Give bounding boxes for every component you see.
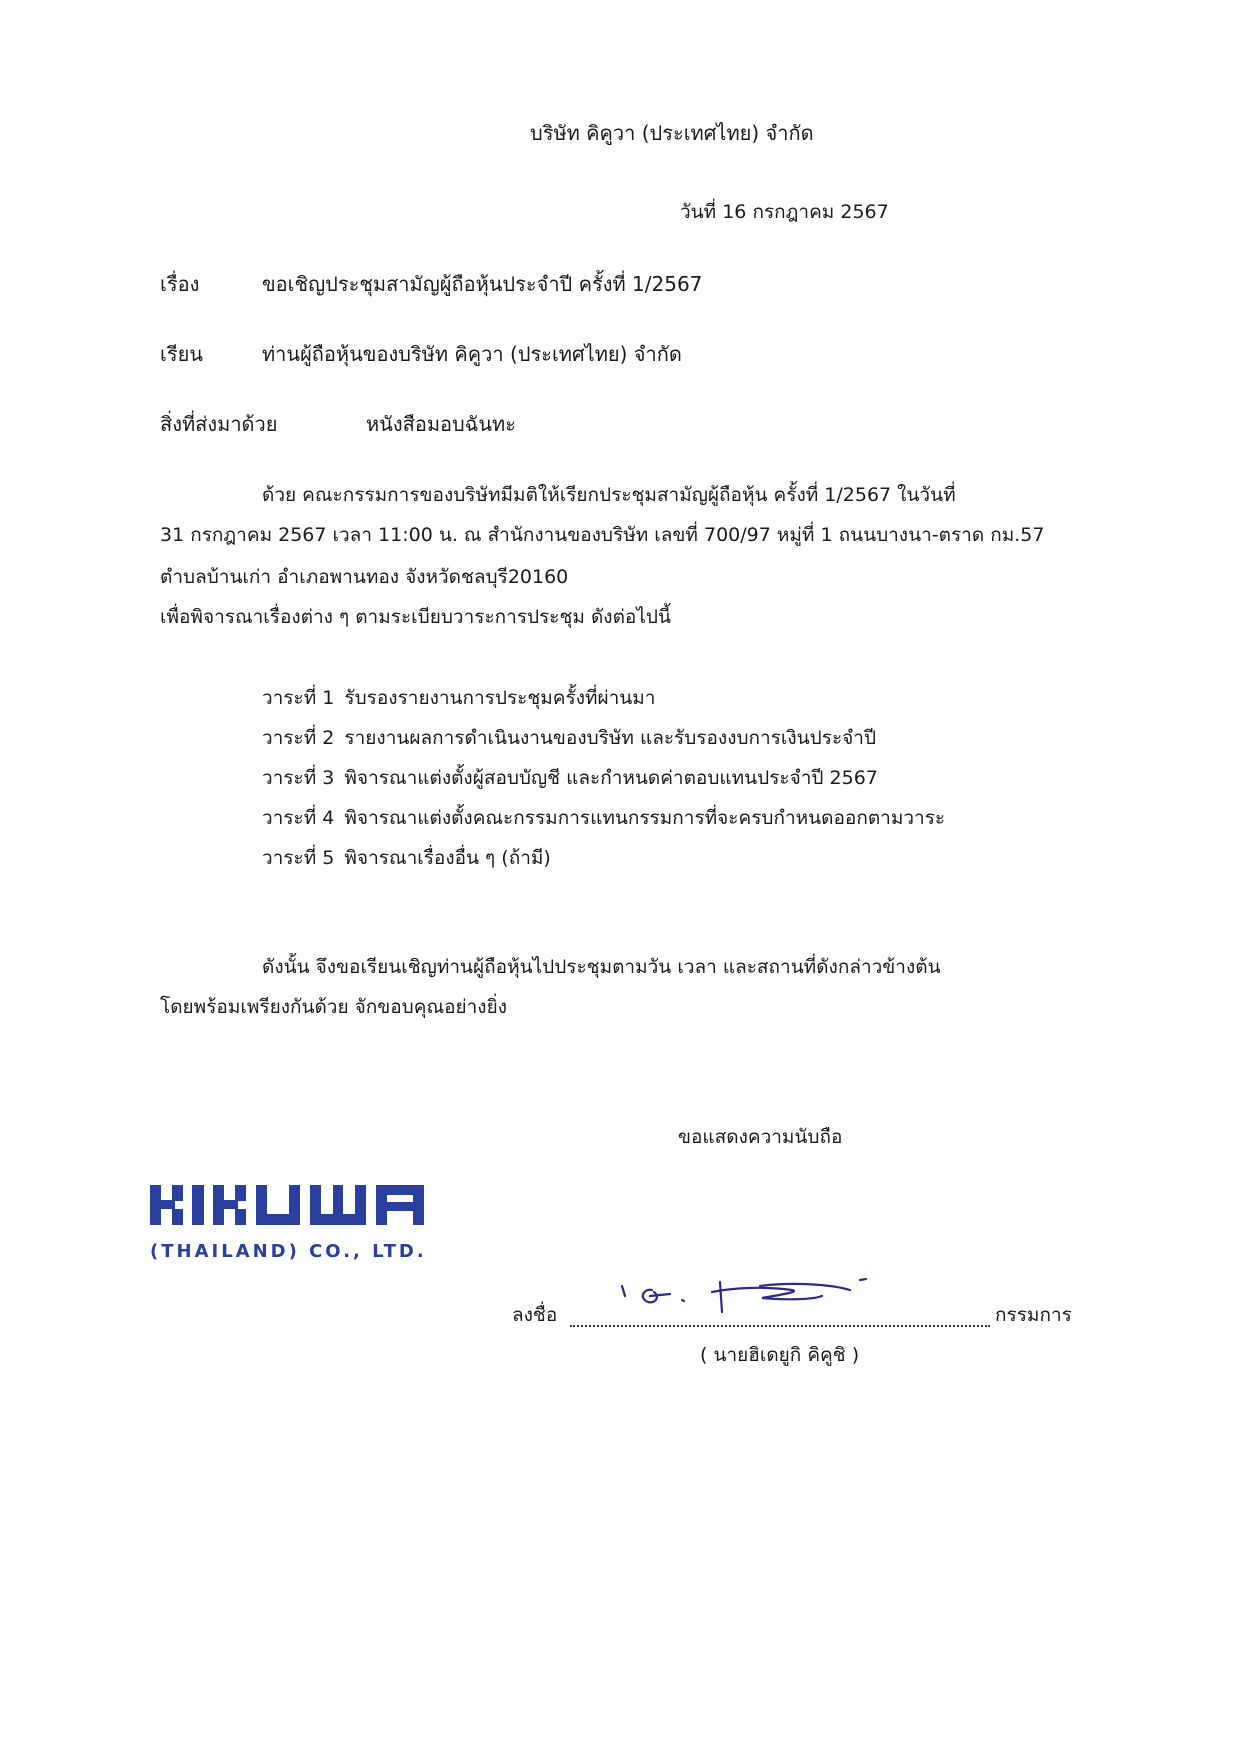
agenda-number: วาระที่ 5 <box>262 847 335 869</box>
agenda-item <box>262 803 945 833</box>
recipient-value: ท่านผู้ถือหุ้นของบริษัท คิคูวา (ประเทศไทย) จำกัด <box>262 342 682 366</box>
recipient-label: เรียน <box>160 342 203 366</box>
subject-value: ขอเชิญประชุมสามัญผู้ถือหุ้นประจำปี ครั้งที่ 1/2567 <box>262 272 703 296</box>
body-line-2: 31 กรกฎาคม 2567 เวลา 11:00 น. ณ สำนักงานของบริษัท เลขที่ 700/97 หมู่ที่ 1 ถนนบางนา-ตราด กม.57 <box>160 524 1045 546</box>
conclusion-line-2: โดยพร้อมเพรียงกันด้วย จักขอบคุณอย่างยิ่ง <box>160 996 507 1018</box>
company-logo <box>150 1185 485 1275</box>
signer-title: กรรมการ <box>995 1304 1072 1326</box>
agenda-text: รับรองรายงานการประชุมครั้งที่ผ่านมา <box>344 687 656 709</box>
body-line-4: เพื่อพิจารณาเรื่องต่าง ๆ ตามระเบียบวาระการประชุม ดังต่อไปนี้ <box>160 606 671 628</box>
subject-label: เรื่อง <box>160 272 200 296</box>
signer-name: ( นายฮิเดยูกิ คิคูชิ ) <box>700 1344 860 1366</box>
closing-salutation: ขอแสดงความนับถือ <box>678 1126 843 1148</box>
kikuwa-logo-icon <box>150 1185 485 1275</box>
body-line-1: ด้วย คณะกรรมการของบริษัทมีมติให้เรียกประชุมสามัญผู้ถือหุ้น ครั้งที่ 1/2567 ในวันที่ <box>262 484 956 506</box>
body-line-3: ตำบลบ้านเก่า อำเภอพานทอง จังหวัดชลบุรี20160 <box>160 566 569 588</box>
agenda-text: พิจารณาแต่งตั้งคณะกรรมการแทนกรรมการที่จะครบกำหนดออกตามวาระ <box>344 807 946 829</box>
agenda-item <box>262 683 655 713</box>
agenda-number: วาระที่ 2 <box>262 727 335 749</box>
signature-line <box>570 1325 990 1327</box>
handwritten-signature <box>610 1278 910 1318</box>
conclusion-line-1: ดังนั้น จึงขอเรียนเชิญท่านผู้ถือหุ้นไปประชุมตามวัน เวลา และสถานที่ดังกล่าวข้างต้น <box>262 956 941 978</box>
enclosure-label: สิ่งที่ส่งมาด้วย <box>160 412 278 436</box>
company-header: บริษัท คิคูวา (ประเทศไทย) จำกัด <box>530 121 814 145</box>
agenda-item <box>262 723 876 753</box>
agenda-text: พิจารณาแต่งตั้งผู้สอบบัญชี และกำหนดค่าตอบแทนประจำปี 2567 <box>344 767 878 789</box>
agenda-number: วาระที่ 1 <box>262 687 335 709</box>
agenda-text: รายงานผลการดำเนินงานของบริษัท และรับรองงบการเงินประจำปี <box>344 727 877 749</box>
agenda-item <box>262 763 878 793</box>
agenda-number: วาระที่ 3 <box>262 767 335 789</box>
enclosure-value: หนังสือมอบฉันทะ <box>366 412 516 436</box>
agenda-item <box>262 843 551 873</box>
agenda-number: วาระที่ 4 <box>262 807 335 829</box>
letter-date: วันที่ 16 กรกฎาคม 2567 <box>680 201 889 223</box>
signature-icon <box>610 1278 910 1318</box>
signature-label: ลงชื่อ <box>512 1304 558 1326</box>
svg-text:(THAILAND) CO., LTD.: (THAILAND) CO., LTD. <box>150 1241 427 1262</box>
agenda-text: พิจารณาเรื่องอื่น ๆ (ถ้ามี) <box>344 847 551 869</box>
